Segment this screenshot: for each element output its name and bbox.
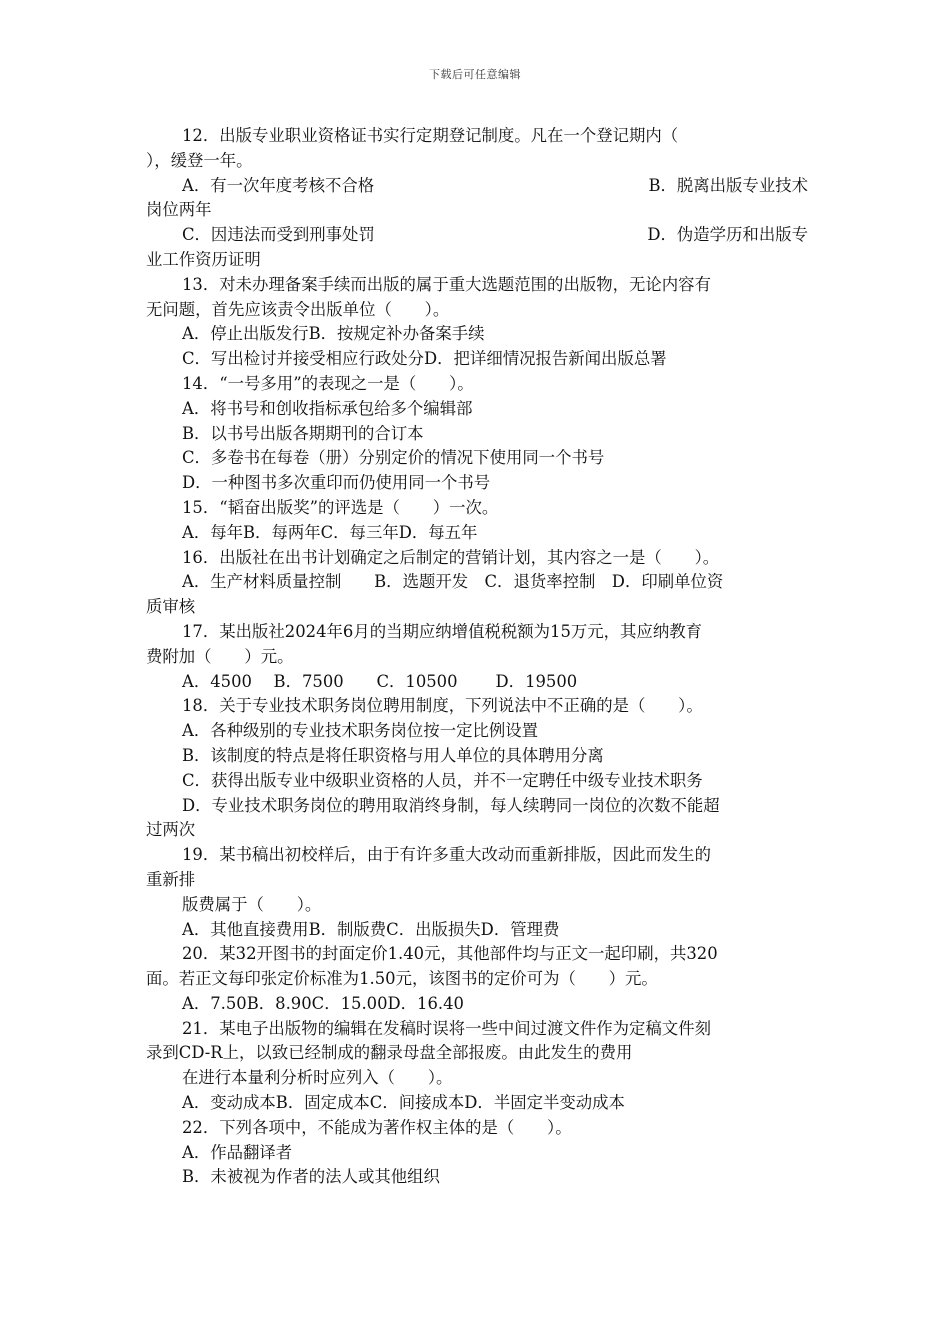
text-line: 12．出版专业职业资格证书实行定期登记制度。凡在一个登记期内（	[182, 126, 679, 145]
text-line: B．以书号出版各期期刊的合订本	[182, 423, 424, 443]
text-line: 无问题，首先应该责令出版单位（ ）。	[146, 299, 450, 319]
text-line: 重新排	[146, 869, 196, 889]
text-line: 业工作资历证明	[146, 249, 261, 269]
text-line: A．各种级别的专业技术职务岗位按一定比例设置	[182, 721, 539, 741]
text-line: A．7.50B．8.90C．15.00D．16.40	[182, 993, 464, 1013]
text-line: A．4500 B．7500 C．10500 D．19500	[182, 671, 578, 691]
text-line: A．作品翻译者	[182, 1142, 293, 1162]
text-line: C．多卷书在每卷（册）分别定价的情况下使用同一个书号	[182, 448, 605, 468]
text-line: 19．某书稿出初校样后，由于有许多重大改动而重新排版，因此而发生的	[182, 845, 711, 865]
text-line: A．将书号和创收指标承包给多个编辑部	[182, 398, 473, 418]
option-right: B．脱离出版专业技术	[648, 175, 808, 195]
text-line: 15．“韬奋出版奖”的评选是（ ）一次。	[182, 497, 499, 517]
text-line: D．一种图书多次重印而仍使用同一个书号	[182, 473, 491, 493]
text-line: 在进行本量利分析时应列入（ ）。	[182, 1068, 453, 1088]
text-line: 录到CD-R上，以致已经制成的翻录母盘全部报废。由此发生的费用	[146, 1043, 633, 1063]
option-pair-line	[146, 174, 808, 199]
text-line: A．其他直接费用B．制版费C．出版损失D．管理费	[182, 919, 560, 939]
text-line: A．生产材料质量控制 B．选题开发 C．退货率控制 D．印刷单位资	[182, 572, 724, 592]
text-line: 岗位两年	[146, 200, 212, 220]
option-right: D．伪造学历和出版专	[647, 225, 808, 245]
text-line: 17．某出版社2024年6月的当期应纳增值税税额为15万元，其应纳教育	[182, 621, 703, 641]
text-line: C．写出检讨并接受相应行政处分D．把详细情况报告新闻出版总署	[182, 349, 667, 369]
option-left: C．因违法而受到刑事处罚	[182, 225, 375, 245]
text-line: B．该制度的特点是将任职资格与用人单位的具体聘用分离	[182, 745, 604, 765]
text-line: 过两次	[146, 820, 196, 840]
exam-questions	[146, 124, 808, 1190]
text-line: 16．出版社在出书计划确定之后制定的营销计划，其内容之一是（ ）。	[182, 547, 720, 567]
text-line: 14．“一号多用”的表现之一是（ ）。	[182, 373, 474, 393]
page-header: 下载后可任意编辑	[429, 68, 521, 81]
text-line: 18．关于专业技术职务岗位聘用制度，下列说法中不正确的是（ ）。	[182, 696, 703, 716]
text-line: 21．某电子出版物的编辑在发稿时误将一些中间过渡文件作为定稿文件刻	[182, 1018, 711, 1038]
text-line: 版费属于（ ）。	[182, 894, 322, 914]
option-pair-line	[146, 223, 808, 248]
text-line: D．专业技术职务岗位的聘用取消终身制，每人续聘同一岗位的次数不能超	[182, 795, 720, 815]
text-line: B．未被视为作者的法人或其他组织	[182, 1167, 440, 1187]
text-line: 质审核	[146, 597, 196, 617]
text-line: A．每年B．每两年C．每三年D．每五年	[182, 522, 478, 542]
text-line: A．停止出版发行B．按规定补办备案手续	[182, 324, 485, 344]
text-line: 22．下列各项中，不能成为著作权主体的是（ ）。	[182, 1117, 572, 1137]
text-line: ），缓登一年。	[146, 150, 253, 170]
text-line: 13．对未办理备案手续而出版的属于重大选题范围的出版物，无论内容有	[182, 274, 711, 294]
text-line: C．获得出版专业中级职业资格的人员，并不一定聘任中级专业技术职务	[182, 770, 703, 790]
text-line: 面。若正文每印张定价标准为1.50元，该图书的定价可为（ ）元。	[146, 969, 658, 989]
text-line: 费附加（ ）元。	[146, 646, 294, 666]
text-line: 20．某32开图书的封面定价1.40元，其他部件均与正文一起印刷，共320	[182, 944, 718, 964]
option-left: A．有一次年度考核不合格	[182, 175, 375, 195]
text-line: A．变动成本B．固定成本C．间接成本D．半固定半变动成本	[182, 1093, 625, 1113]
